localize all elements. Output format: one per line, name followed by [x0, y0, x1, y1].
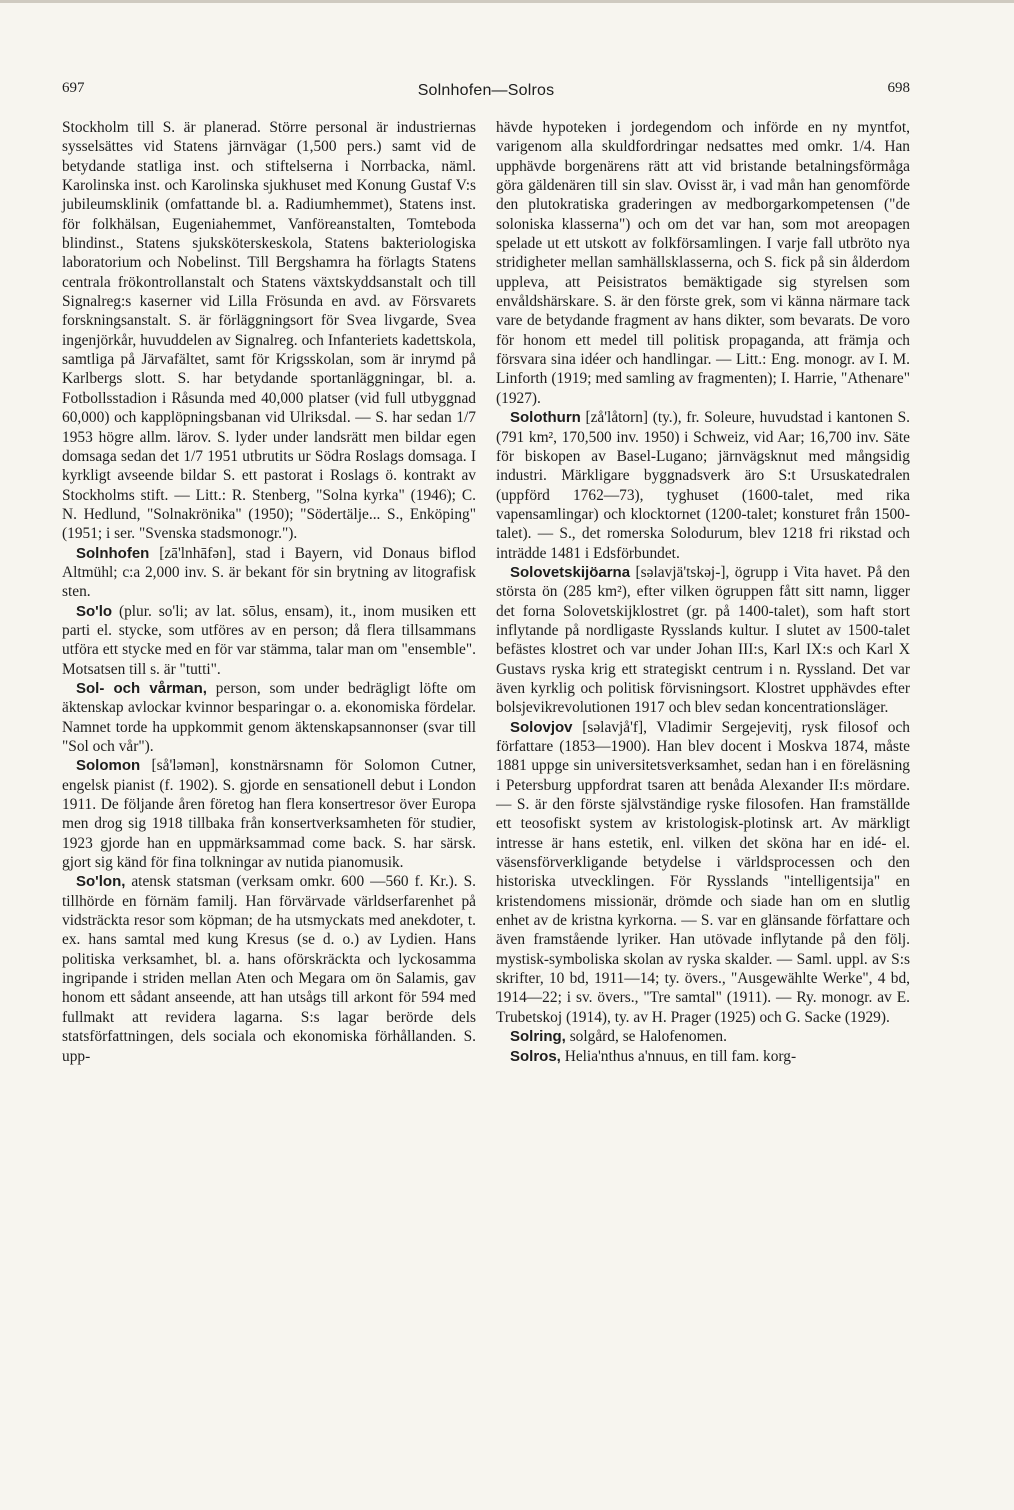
- entry-text: [səlavjå'f], Vladimir Sergejevitj, rysk filosof och författare (1853—1900). Han blev docent i Moskva 1874, måste 1881 uppge sin universitetsverksamhet, sedan han i en föreläsning i Petersburg uppfordrat tsaren att benåda Alexander II:s mördare. — S. är den förste självständige ryske filosofen. Han framställde ett teosofiskt system av kristologisk-plotinsk art. Av märkligt intresse är hans estetik, enl. vilken det sköna har en idé- el. väsensförverkligande betydelse i världsprocessen och den historiska utvecklingen. För Rysslands "intelligentsija" en kristendomens missionär, drömde och siade han om en slutlig enhet av de kristna kyrkorna. — S. var en glänsande författare och även framstående lyriker. Han utövade inflytande på den följ. mystisk-symboliska skolan av ryska skalder. — Saml. uppl. av S:s skrifter, 10 bd, 1911—14; ty. övers., "Ausgewählte Werke", 4 bd, 1914—22; i sv. övers., "Tre samtal" (1911). — Ry. monogr. av E. Trubetskoj (1914), ty. av H. Prager (1925) och G. Sacke (1929).: [496, 718, 910, 1026]
- entry-solros: [496, 1047, 910, 1066]
- entry-solovjov: [496, 718, 910, 1028]
- entry-text: person, som under bedrägligt löfte om äktenskap avlockar kvinnor besparingar o. a. ekonomiska fördelar. Namnet torde ha uppkommit genom äktenskapsannonser (svar till "Sol och vår").: [62, 679, 476, 755]
- entry-text: [zå'låtorn] (ty.), fr. Soleure, huvudstad i kantonen S. (791 km², 170,500 inv. 1950) i Schweiz, vid Aar; 16,700 inv. Säte för biskopen av Basel-Lugano; järnvägsknut med mångsidig industri. Märkligare byggnadsverk äro S:t Ursuskatedralen (uppförd 1762—73), tyghuset (1600-talet, med rika vapensamlingar) och klocktornet (1200-talet; konsturet från 1500-talet). — S., det romerska Solodurum, blev 1218 fri rikstad och inträdde 1481 i Edsförbundet.: [496, 409, 910, 562]
- headword: Solnhofen: [76, 544, 150, 562]
- headword: Solomon: [76, 757, 141, 775]
- page-header: [62, 80, 910, 110]
- entry-solnhofen: [62, 544, 476, 602]
- entry-text: atensk statsman (verksam omkr. 600 —560 f. Kr.). S. tillhörde en förnäm familj. Han förvärvade världserfarenhet på vidsträckta resor som köpman; de ha utsmyckats med anekdoter, t. ex. hans samtal med kung Kresus (se d. o.) av Lydien. Hans politiska verksamhet, bl. a. hans oförskräckta och lyckosamma ingripande i striden mellan Aten och Megara om ön Salamis, gav honom ett sådant anseende, att han utsågs till arkont för 594 med fullmakt att revidera lagarna. S:s lagar berörde dels statsförfattningen, dels sociala och ekonomiska förhållanden. S. upp-: [62, 873, 476, 1065]
- entry-sol-och-varman: [62, 679, 476, 756]
- headword: Solros,: [510, 1047, 561, 1065]
- entry-solovetskijoarna: [496, 563, 910, 718]
- headword: Solothurn: [510, 409, 581, 427]
- entry-text: [så'ləmən], konstnärsnamn för Solomon Cutner, engelsk pianist (f. 1902). S. gjorde en sensationell debut i London 1911. De följande åren företog han flera konsertresor över Europa men drog sig 1918 tillbaka från konsertverksamheten för studier, 1923 gjorde han en uppmärksammad come back. S. har särsk. gjort sig känd för fina tolkningar av nutida pianomusik.: [62, 757, 476, 872]
- entry-solomon: [62, 756, 476, 872]
- entry-text: (plur. so'li; av lat. sōlus, ensam), it., inom musiken ett parti el. stycke, som utföres av en person; då flera tillsammans utföra ett stycke med en för var stämma, talar man om "ensemble". Motsatsen till s. är "tutti".: [62, 602, 476, 678]
- entry-text: [zā'lnhāfən], stad i Bayern, vid Donaus biflod Altmühl; c:a 2,000 inv. S. är bekant för sin brytning av litografisk sten.: [62, 544, 476, 601]
- entry-text: solgård, se Halofenomen.: [565, 1028, 727, 1046]
- left-column: [62, 118, 476, 1066]
- entry-text: [səlavjä'tskəj-], ögrupp i Vita havet. På den största ön (285 km²), efter vilken ögruppen fått sitt namn, ligger det forna Solovetskijklostret (gr. på 1400-talet), som haft stort inflytande på nordligaste Rysslands kultur. I slutet av 1500-talet befästes klostret och var under Johan III:s, Karl IX:s och Karl X Gustavs ryska krig ett strategiskt centrum i n. Ryssland. Det var även kyrklig och politisk förvisningsort. Klostret upphävdes efter bolsjevikrevolutionen 1917 och blev sedan koncentrationsläger.: [496, 563, 910, 717]
- entry-solothurn: [496, 408, 910, 563]
- entry-continuation: hävde hypoteken i jordegendom och införde en ny myntfot, varigenom alla skuldfordringar nedsattes med omkr. 1/4. Han upphävde borgenärens rätt att vid bristande betalningsförmåga göra gäldenären till sin slav. Ovisst är, i vad mån han genomförde den plutokratiska graderingen av medborgarkompetensen ("de soloniska klasserna") och om det var han, som mot areopagen spelade ut ett utskott av folkförsamlingen. I varje fall utbröto nya stridigheter mellan samhällsklasserna, och S. fick på sin ålderdom uppleva, att Peisistratos bemäktigade sig styrelsen som envåldshärskare. S. är den förste grek, som vi känna närmare tack vare de betydande fragment av hans dikter, som bevarats. De voro för honom ett medel till politisk propaganda, att främja och försvara sina idéer och handlingar. — Litt.: Eng. monogr. av I. M. Linforth (1919; med samling av fragmenten); I. Harrie, "Athenare" (1927).: [496, 119, 910, 407]
- right-column: [496, 118, 910, 1066]
- entry-solon: [62, 872, 476, 1065]
- left-page-number: 697: [62, 80, 85, 96]
- running-title: Solnhofen—Solros: [417, 82, 555, 99]
- headword: Sol- och vårman,: [76, 679, 207, 697]
- page-top-edge: [0, 0, 1014, 3]
- entry-solring: [496, 1027, 910, 1046]
- entry-continuation: Stockholm till S. är planerad. Större personal är industriernas sysselsättes vid Statens järnvägar (1,500 pers.) samt vid de betydande statliga inst. och stiftelserna i Norrbacka, näml. Karolinska inst. och Karolinska sjukhuset med Konung Gustaf V:s jubileumsklinik (omfattande bl. a. Radiumhemmet), Statens inst. för folkhälsan, Eugeniahemmet, Vanföreanstalten, Tomteboda blindinst., Statens sjuksköterskeskola, Statens bakteriologiska laboratorium och Nobelinst. Till Bergshamra ha förlagts Statens centrala frökontrollanstalt och Statens växtskyddsanstalt och till Signalreg:s kaserner vid Lilla Frösunda en avd. av Försvarets forskningsanstalt. S. är förläggningsort för Svea livgarde, Svea ingenjörkår, huvuddelen av Signalreg. och Infanteriets kadettskola, samtliga på Järvafältet, samt för Krigsskolan, som är inrymd på Karlbergs slott. S. har betydande sportanläggningar, bl. a. Fotbollsstadion i Råsunda med 40,000 platser (vid full utbyggnad 60,000) och kapplöpningsbanan vid Ulriksdal. — S. har sedan 1/7 1953 högre allm. lärov. S. lyder under landsrätt men bildar egen domsaga sedan det 1/7 1951 utbrutits ur Södra Roslags domsaga. I kyrkligt avseende bildar S. ett pastorat i Roslags ö. kontrakt av Stockholms stift. — Litt.: R. Stenberg, "Solna kyrka" (1946); C. N. Hedlund, "Solnakrönika" (1950); "Södertälje... S., Enköping" (1951; i ser. "Svenska stadsmonogr.").: [62, 119, 476, 543]
- headword: Solring,: [510, 1028, 566, 1046]
- headword: So'lon,: [76, 873, 126, 891]
- right-page-number: 698: [887, 80, 910, 96]
- entry-solo: [62, 602, 476, 679]
- headword: Solovjov: [510, 718, 573, 736]
- entry-text: Helia'nthus a'nnuus, en till fam. korg-: [560, 1047, 797, 1065]
- headword: So'lo: [76, 602, 113, 620]
- headword: Solovetskijöarna: [510, 563, 631, 581]
